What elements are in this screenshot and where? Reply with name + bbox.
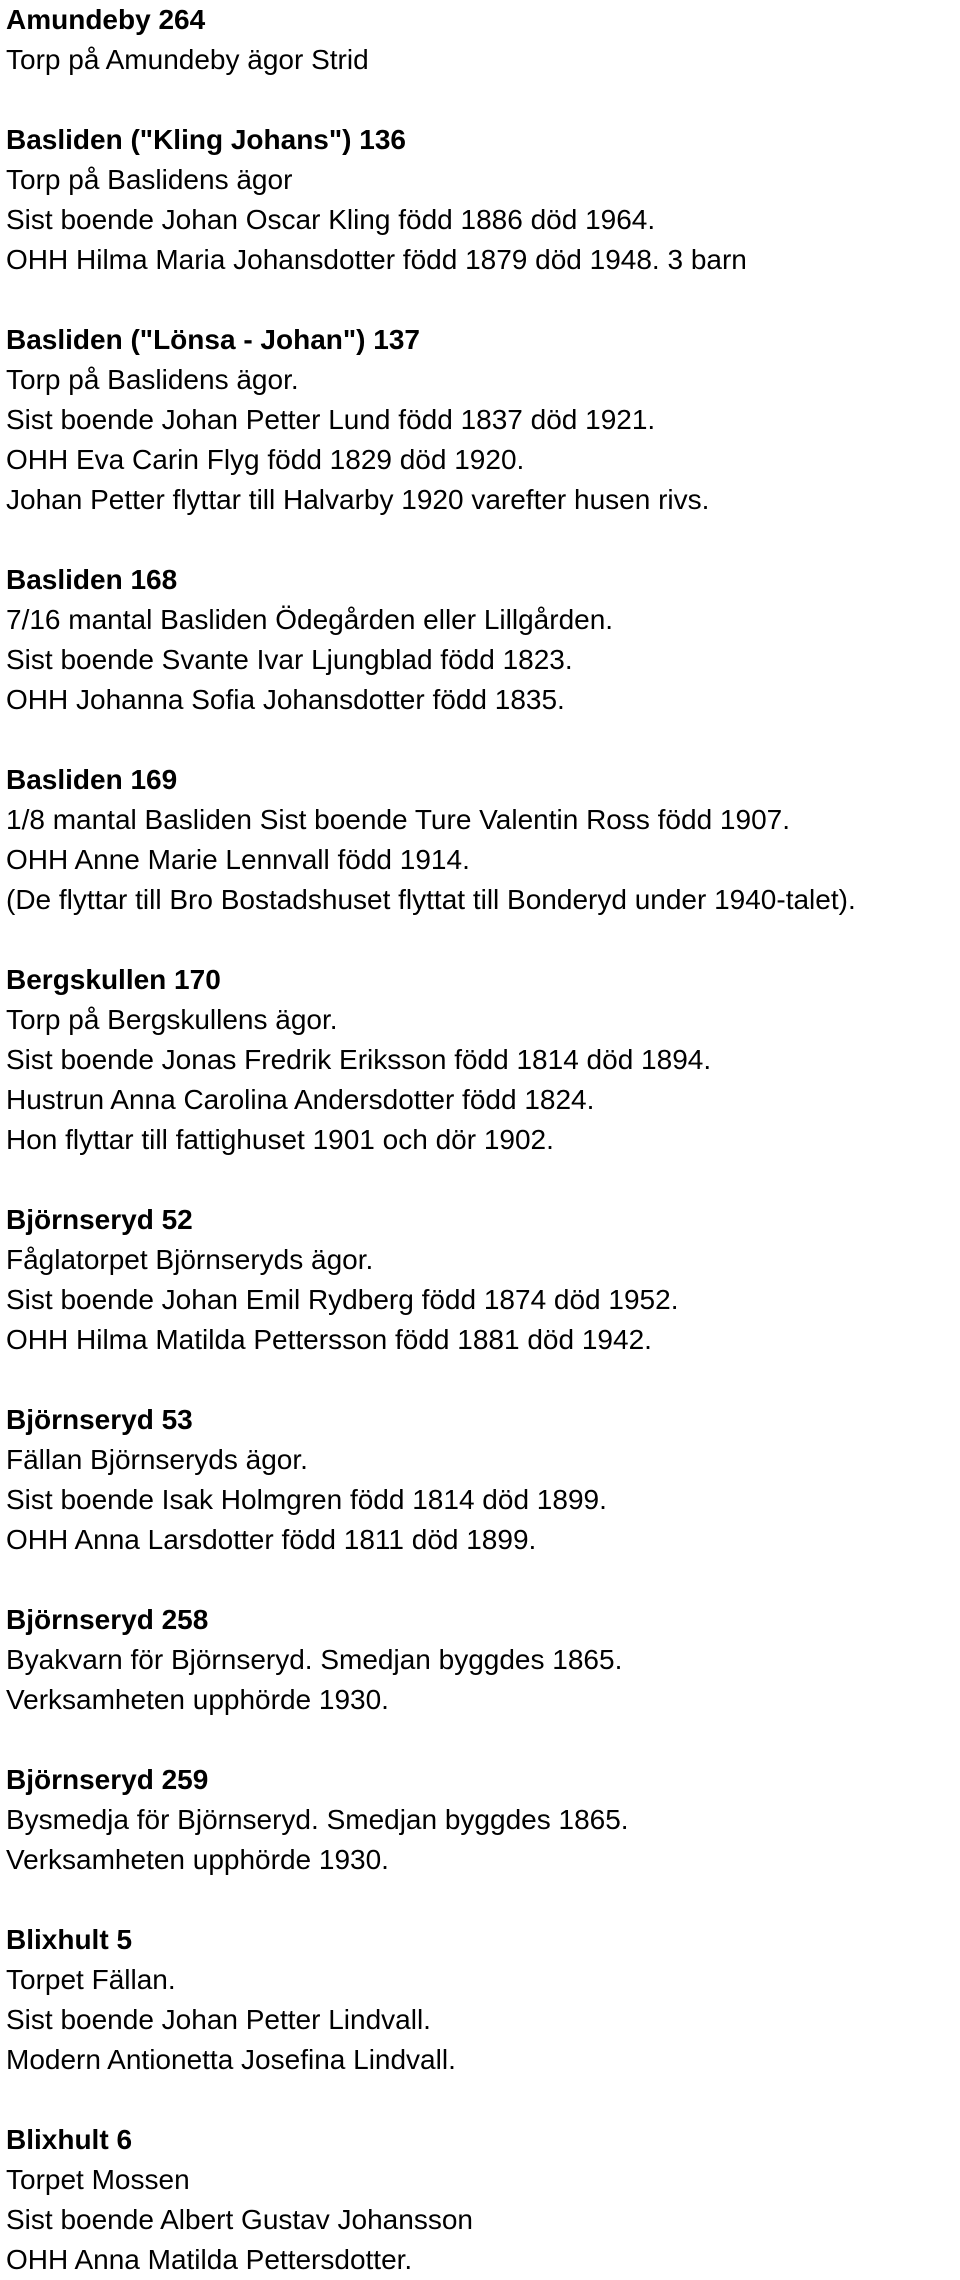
entry-title: Bergskullen 170	[6, 964, 221, 995]
place-entry	[6, 1400, 956, 1560]
entry-text-line: Sist boende Isak Holmgren född 1814 död 1899.	[6, 1484, 607, 1515]
entry-spacer	[6, 520, 956, 560]
entry-text-line: Hustrun Anna Carolina Andersdotter född 1824.	[6, 1084, 595, 1115]
entry-spacer	[6, 1360, 956, 1400]
entry-text-line: Torpet Fällan.	[6, 1964, 176, 1995]
entry-text-line: OHH Hilma Maria Johansdotter född 1879 död 1948. 3 barn	[6, 244, 747, 275]
place-entry	[6, 0, 956, 80]
entry-text-line: Sist boende Johan Oscar Kling född 1886 död 1964.	[6, 204, 656, 235]
entry-spacer	[6, 1160, 956, 1200]
entry-text-line: 1/8 mantal Basliden Sist boende Ture Valentin Ross född 1907.	[6, 804, 790, 835]
entry-text-line: Sist boende Johan Petter Lund född 1837 död 1921.	[6, 404, 656, 435]
entry-text-line: OHH Anna Larsdotter född 1811 död 1899.	[6, 1524, 537, 1555]
place-entry	[6, 760, 956, 920]
entry-spacer	[6, 2080, 956, 2120]
entry-text-line: Torp på Amundeby ägor Strid	[6, 44, 369, 75]
entry-text-line: Torp på Baslidens ägor	[6, 164, 293, 195]
entry-title: Björnseryd 53	[6, 1404, 193, 1435]
entry-text-line: Johan Petter flyttar till Halvarby 1920 varefter husen rivs.	[6, 484, 710, 515]
entry-spacer	[6, 920, 956, 960]
entry-title: Basliden ("Kling Johans") 136	[6, 124, 406, 155]
entry-text-line: Torpet Mossen	[6, 2164, 190, 2195]
entry-text-line: OHH Eva Carin Flyg född 1829 död 1920.	[6, 444, 525, 475]
entry-title: Basliden 168	[6, 564, 178, 595]
entry-text-line: Bysmedja för Björnseryd. Smedjan byggdes 1865.	[6, 1804, 629, 1835]
place-entry	[6, 1760, 956, 1880]
place-entry	[6, 320, 956, 520]
entry-text-line: Torp på Bergskullens ägor.	[6, 1004, 338, 1035]
entry-text-line: Sist boende Johan Petter Lindvall.	[6, 2004, 431, 2035]
entry-spacer	[6, 1720, 956, 1760]
entry-spacer	[6, 720, 956, 760]
entry-text-line: Sist boende Jonas Fredrik Eriksson född 1814 död 1894.	[6, 1044, 712, 1075]
entry-title: Amundeby 264	[6, 4, 206, 35]
entry-spacer	[6, 80, 956, 120]
entry-text-line: Torp på Baslidens ägor.	[6, 364, 299, 395]
entry-text-line: Fällan Björnseryds ägor.	[6, 1444, 308, 1475]
entry-title: Björnseryd 52	[6, 1204, 193, 1235]
entry-text-line: OHH Hilma Matilda Pettersson född 1881 död 1942.	[6, 1324, 652, 1355]
entry-text-line: Verksamheten upphörde 1930.	[6, 1844, 389, 1875]
place-entry	[6, 960, 956, 1160]
entry-text-line: Modern Antionetta Josefina Lindvall.	[6, 2044, 456, 2075]
entry-text-line: Byakvarn för Björnseryd. Smedjan byggdes 1865.	[6, 1644, 623, 1675]
entry-text-line: Sist boende Johan Emil Rydberg född 1874 död 1952.	[6, 1284, 679, 1315]
entry-title: Basliden ("Lönsa - Johan") 137	[6, 324, 420, 355]
entry-spacer	[6, 280, 956, 320]
place-entry	[6, 1600, 956, 1720]
entry-spacer	[6, 1560, 956, 1600]
entry-title: Blixhult 6	[6, 2124, 133, 2155]
entry-title: Blixhult 5	[6, 1924, 133, 1955]
entry-text-line: Sist boende Svante Ivar Ljungblad född 1823.	[6, 644, 573, 675]
entry-text-line: Fåglatorpet Björnseryds ägor.	[6, 1244, 374, 1275]
place-entry	[6, 560, 956, 720]
entry-text-line: (De flyttar till Bro Bostadshuset flyttat till Bonderyd under 1940-talet).	[6, 884, 856, 915]
entry-text-line: 7/16 mantal Basliden Ödegården eller Lillgården.	[6, 604, 614, 635]
entry-title: Björnseryd 258	[6, 1604, 209, 1635]
place-entry	[6, 120, 956, 280]
entry-text-line: Verksamheten upphörde 1930.	[6, 1684, 389, 1715]
entry-title: Basliden 169	[6, 764, 178, 795]
document-body	[6, 0, 956, 2280]
entry-text-line: Sist boende Albert Gustav Johansson	[6, 2204, 473, 2235]
entry-text-line: OHH Anna Matilda Pettersdotter.	[6, 2244, 413, 2275]
entry-text-line: OHH Anne Marie Lennvall född 1914.	[6, 844, 470, 875]
entry-text-line: OHH Johanna Sofia Johansdotter född 1835.	[6, 684, 565, 715]
entry-title: Björnseryd 259	[6, 1764, 209, 1795]
entry-text-line: Hon flyttar till fattighuset 1901 och dör 1902.	[6, 1124, 554, 1155]
place-entry	[6, 1200, 956, 1360]
place-entry	[6, 1920, 956, 2080]
place-entry	[6, 2120, 956, 2280]
entry-spacer	[6, 1880, 956, 1920]
